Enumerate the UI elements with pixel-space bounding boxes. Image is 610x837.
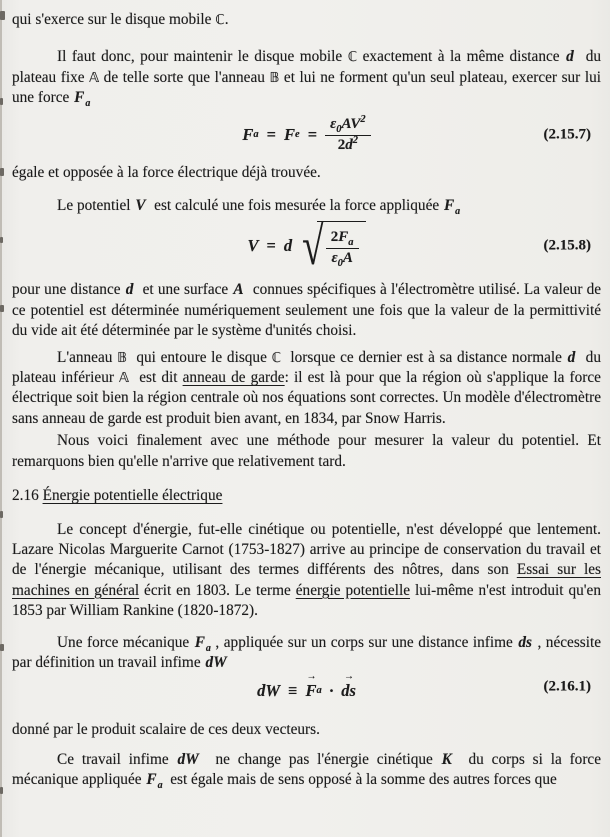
text-run: : il est là pour que la région où s'applique la force électrique soit bien la région centrale où nos équations sont correctes. Un modèle d'électromètre sans anneau de garde est produit bien avant, en 1834, par Snow Harris.: [12, 369, 601, 427]
text-run: exactement à la même distance: [357, 48, 566, 66]
text-run: est calculé une fois mesurée la force appliquée: [146, 197, 443, 215]
equals-sign: =: [266, 124, 276, 144]
fraction-numerator: [325, 113, 371, 136]
text-run: 𝔸: [119, 370, 130, 387]
text-run: , appliquée sur un corps sur une distance infime: [210, 633, 518, 651]
text-run: lorsque ce dernier est à sa distance normale: [281, 348, 567, 366]
vector-force: [305, 671, 317, 701]
radicand: [317, 221, 366, 270]
square-root: [298, 216, 365, 277]
text-run: donné par le produit scalaire de ces deux vecteurs.: [12, 721, 320, 739]
text-run: d: [566, 48, 574, 66]
fraction-numerator: [326, 229, 359, 249]
text-run: Le potentiel: [57, 197, 135, 215]
math-var: F: [242, 124, 254, 144]
paragraph-le-potentiel: [12, 196, 601, 216]
text-run: Il faut donc, pour maintenir le disque mobile: [57, 48, 348, 66]
text-run: ne change pas l'énergie cinétique: [199, 750, 441, 768]
text-run: 𝔹: [269, 69, 280, 86]
math-var: F: [338, 229, 349, 246]
paragraph-pour-une-distance: [12, 280, 601, 341]
fraction-denominator: [331, 249, 353, 270]
text-run: ℂ: [347, 49, 358, 66]
equation-number: (2.15.8): [543, 237, 591, 254]
text-run: connues spécifiques à l'électromètre utilisé. La valeur de ce potentiel est déterminée numériquement seulement une fois que la valeur de la permittivité du vide ait été déterminée par le système d'unités choisi.: [12, 281, 602, 340]
paragraph-egale-opposee: [12, 163, 601, 183]
paragraph-nous-voici: [12, 431, 601, 472]
epsilon-symbol: ε: [331, 250, 338, 267]
text-run: 2.16: [12, 487, 43, 505]
equals-sign: =: [307, 124, 318, 144]
text-run: a: [455, 206, 461, 218]
formula-force: F a = F e = $\frac{\varepsilon_0AV^2}{2d^2}$: [242, 116, 370, 154]
text-run: a: [85, 98, 91, 110]
text-run: et une surface: [134, 281, 233, 299]
text-run: A: [233, 281, 244, 299]
math-var: d: [283, 236, 293, 256]
math-coef: 2: [330, 229, 339, 246]
text-run: dW: [205, 653, 227, 671]
identity-sign: ≡: [288, 681, 298, 701]
text-run: F: [194, 633, 205, 651]
math-var: ds: [341, 681, 356, 701]
text-run: .: [224, 11, 229, 28]
math-sup: 2: [360, 113, 366, 125]
text-run: 𝔸: [89, 69, 100, 86]
paragraph-ce-travail: [12, 750, 601, 791]
paragraph-intro: [12, 10, 601, 30]
text-run: F: [443, 197, 455, 215]
text-run: Nous voici finalement avec une méthode pour mesurer la valeur du potentiel. Et remarquons bien qu'elle n'arrive que relativement tard.: [12, 432, 601, 470]
math-var: AV: [341, 115, 361, 132]
text-run: V: [135, 197, 146, 215]
text-run: d: [567, 348, 576, 366]
text-run: du plateau inférieur: [12, 348, 601, 387]
text-run: dW: [177, 750, 199, 768]
text-run: ℂ: [215, 12, 225, 28]
paragraph-anneau-de-garde: [12, 348, 601, 430]
text-run: F: [74, 89, 85, 107]
math-sub: a: [348, 237, 354, 249]
text-run: énergie potentielle: [295, 581, 411, 599]
paragraph-donne-par: [12, 720, 601, 740]
text-run: pour une distance: [12, 281, 125, 299]
equation-number: (2.16.1): [543, 678, 591, 695]
text-run: Ce travail infime: [57, 750, 177, 768]
vector-arrow-icon: →: [344, 671, 354, 683]
math-var: F: [305, 681, 317, 701]
section-heading-2-16: [12, 486, 601, 506]
equation-2-16-1: [12, 673, 601, 701]
text-run: égale et opposée à la force électrique déjà trouvée.: [12, 163, 321, 181]
equation-2-15-8: [12, 216, 601, 277]
fraction-denominator: [338, 136, 358, 154]
text-run: est égale mais de sens opposé à la somme des autres forces que: [162, 771, 557, 789]
text-run: écrit en 1803. Le terme: [139, 581, 296, 599]
math-coef: 2: [337, 136, 346, 153]
equation-number: (2.15.7): [543, 126, 591, 143]
text-run: d: [125, 281, 134, 299]
text-run: L'anneau: [57, 348, 118, 366]
text-run: qui s'exerce sur le disque mobile: [12, 11, 216, 28]
math-var: d: [345, 136, 353, 153]
text-run: est dit: [129, 369, 183, 387]
text-run: ds: [518, 633, 532, 651]
text-run: anneau de garde: [182, 369, 285, 387]
text-run: , nécessite par définition un travail infime: [12, 633, 602, 671]
text-run: du plateau fixe: [12, 48, 601, 86]
equation-2-15-7: [12, 113, 601, 154]
formula-potential: [247, 216, 365, 277]
math-var: dW: [257, 681, 281, 701]
vector-arrow-icon: →: [306, 671, 316, 683]
paragraph-une-force: [12, 633, 601, 674]
text-run: K: [441, 750, 452, 768]
text-run: lui-même n'est introduit qu'en 1853 par William Rankine (1820-1872).: [12, 581, 601, 620]
text-run: F: [146, 771, 157, 789]
text-run: qui entoure le disque: [126, 348, 272, 366]
fraction: [325, 113, 371, 154]
paragraph-il-faut-donc: [12, 47, 601, 108]
text-run: Énergie potentielle électrique: [42, 487, 223, 505]
paragraph-le-concept: [12, 520, 601, 622]
math-sub: 0: [336, 123, 342, 135]
text-run: de telle sorte que l'anneau: [99, 68, 270, 86]
vector-displacement: [341, 671, 356, 701]
text-run: a: [205, 642, 211, 654]
equals-sign: =: [266, 236, 276, 256]
text-run: Essai sur les machines en général: [12, 561, 601, 599]
math-var: F: [284, 124, 296, 144]
epsilon-symbol: ε: [330, 115, 337, 132]
math-var: A: [342, 250, 353, 267]
math-sup: 2: [352, 134, 358, 146]
text-run: et lui ne forment qu'un seul plateau, exercer sur lui une force: [12, 68, 601, 107]
fraction: [326, 229, 359, 270]
text-run: 𝔹: [117, 349, 127, 366]
text-run: du corps si la force mécanique appliquée: [12, 750, 601, 789]
text-run: ℂ: [271, 349, 281, 366]
dot-product-sign: ·: [328, 681, 335, 701]
radical-sign: √: [302, 216, 324, 277]
text-run: a: [157, 780, 163, 792]
formula-work: dW ≡ → F a · → ds: [257, 671, 356, 701]
math-var: V: [247, 236, 259, 256]
math-sub: 0: [337, 258, 343, 270]
text-run: Le concept d'énergie, fut-elle cinétique ou potentielle, n'est développé que lentement. Lazare Nicolas Marguerite Carnot (1753-1827) arrive au principe de conservation du travail et de l'énergie mécanique, utilisant des termes différents des nôtres, dans son: [12, 520, 601, 579]
text-run: Une force mécanique: [57, 633, 194, 651]
